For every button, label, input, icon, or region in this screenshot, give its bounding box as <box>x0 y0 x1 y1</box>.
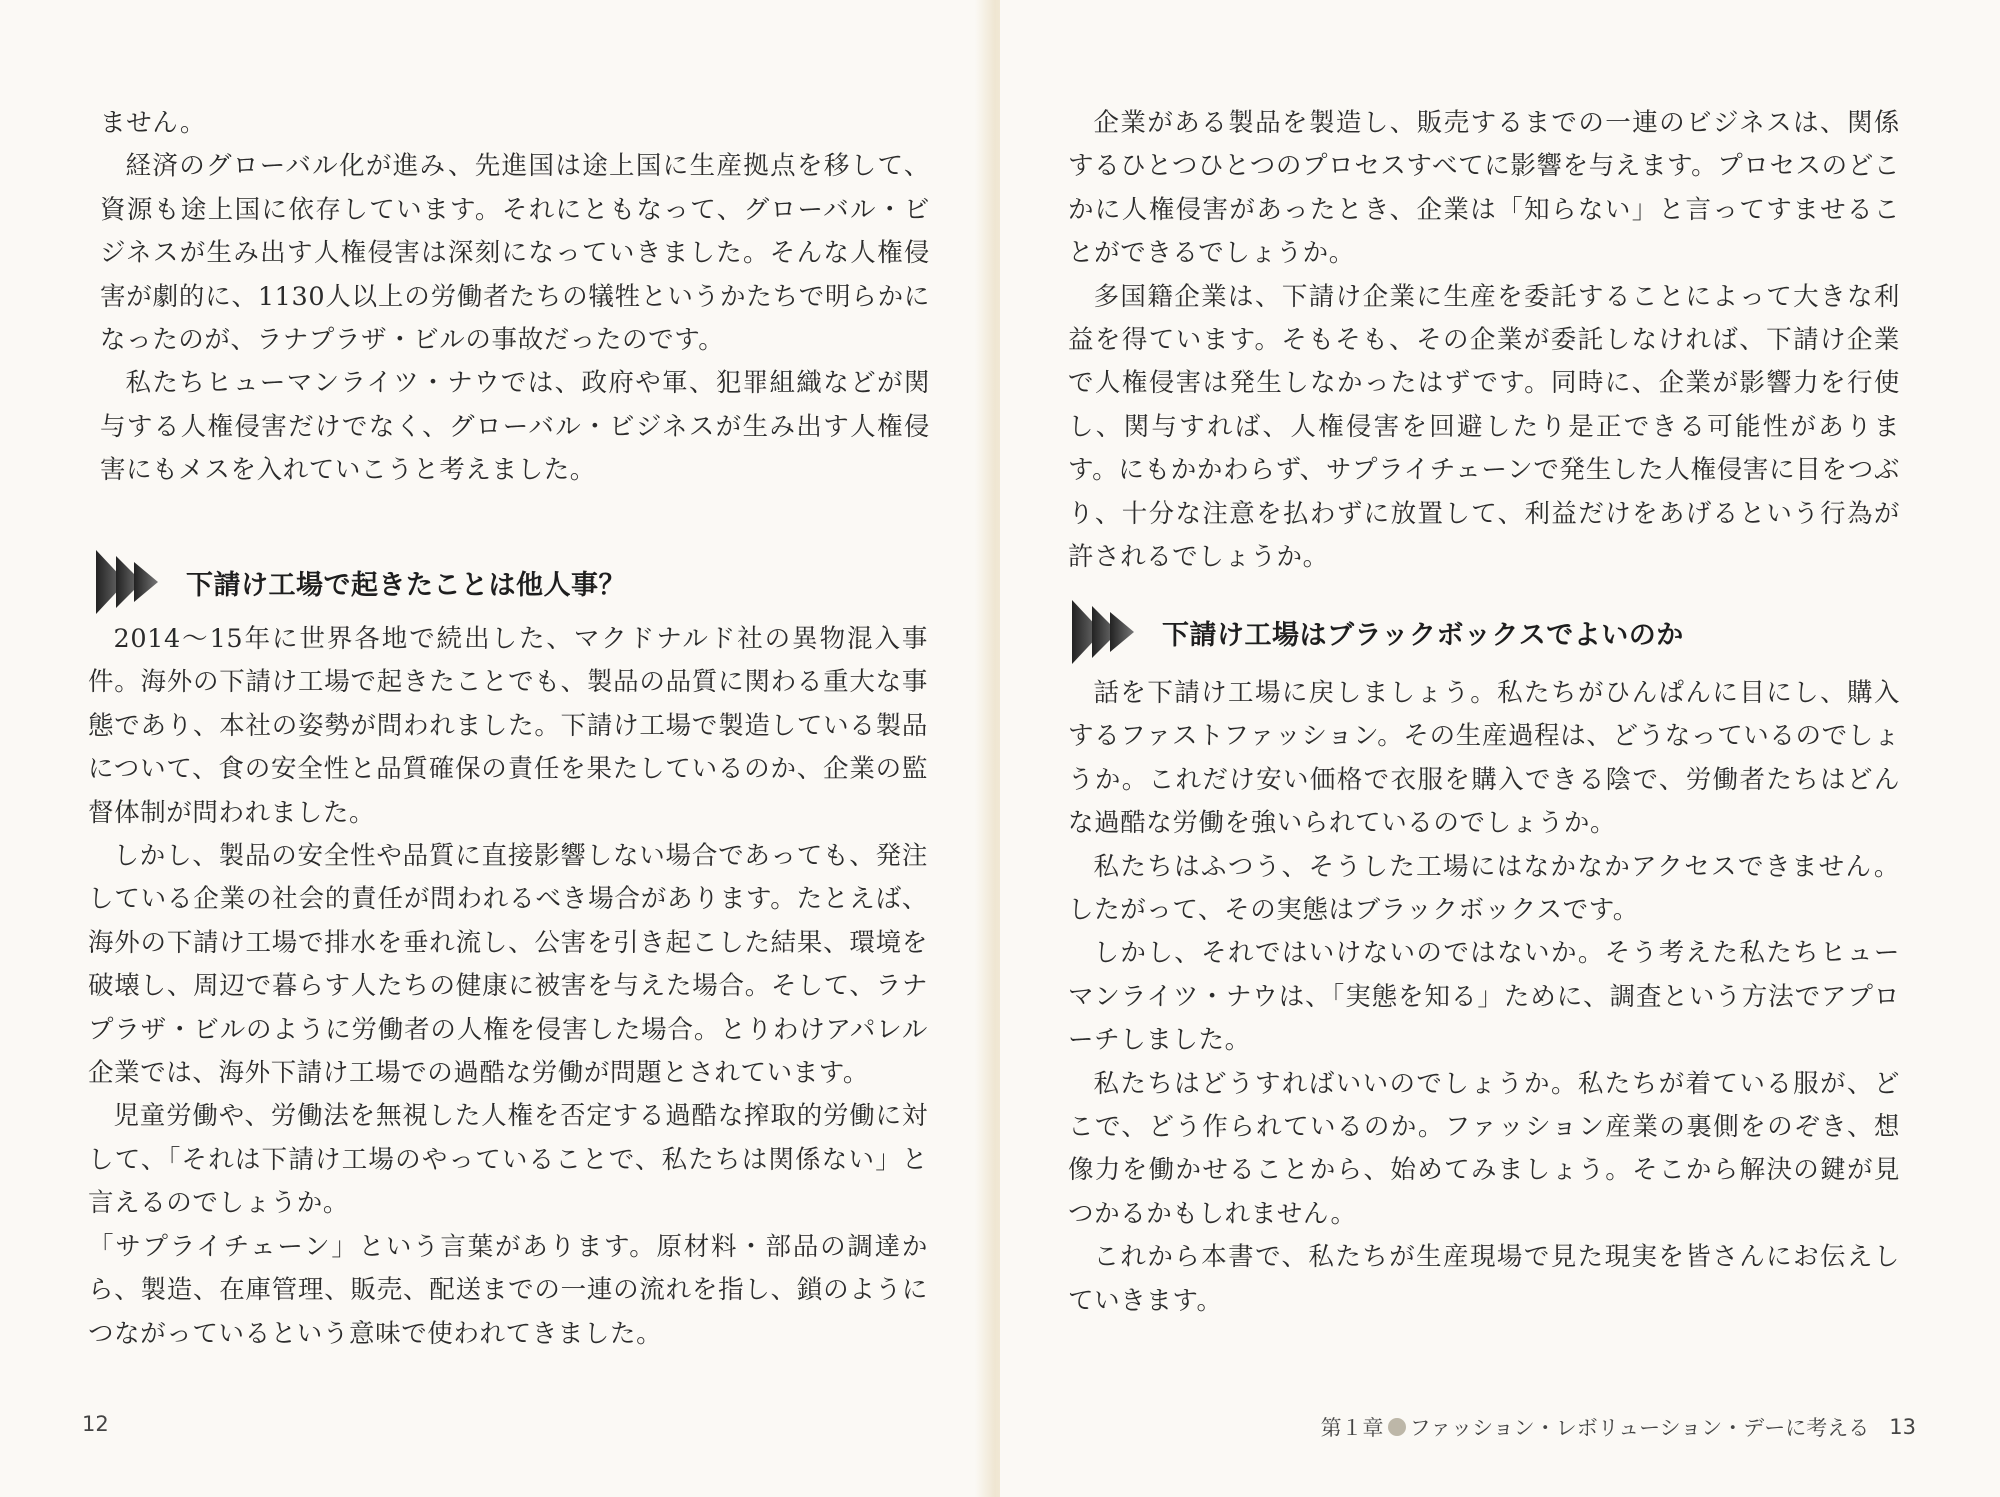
paragraph: 私たちはふつう、そうした工場にはなかなかアクセスできません。したがって、その実態はブラックボックスです。 <box>1068 851 1900 926</box>
heading-text: 下請け工場で起きたことは他人事？ <box>186 569 626 601</box>
paragraph: 企業がある製品を製造し、販売するまでの一連のビジネスは、関係するひとつひとつのプロセスすべてに影響を与えます。プロセスのどこかに人権侵害があったとき、企業は「知らない」と言ってすませることができるでしょうか。 <box>1068 108 1900 269</box>
paragraph: 2014～15年に世界各地で続出した、マクドナルド社の異物混入事件。海外の下請け工場で起きたことでも、製品の品質に関わる重大な事態であり、本社の姿勢が問われました。下請け工場で製造している製品について、食の安全性と品質確保の責任を果たしているのか、企業の監督体制が問われました。 <box>88 624 928 828</box>
left-section-text <box>88 618 928 1356</box>
section-heading-left <box>96 550 896 614</box>
paragraph: ません。 <box>100 108 206 138</box>
paragraph: 話を下請け工場に戻しましょう。私たちがひんぱんに目にし、購入するファストファッション。その生産過程は、どうなっているのでしょうか。これだけ安い価格で衣服を購入できる陰で、労働者たちはどんな過酷な労働を強いられているのでしょうか。 <box>1068 678 1900 839</box>
paragraph: しかし、それではいけないのではないか。そう考えた私たちヒューマンライツ・ナウは、「実態を知る」ために、調査という方法でアプローチしました。 <box>1068 938 1900 1056</box>
paragraph: 「サプライチェーン」という言葉があります。原材料・部品の調達から、製造、在庫管理、販売、配送までの一連の流れを指し、鎖のようにつながっているという意味で使われてきました。 <box>88 1231 928 1349</box>
left-top-text <box>100 102 930 493</box>
triple-arrow-icon <box>96 550 176 614</box>
heading-text: 下請け工場はブラックボックスでよいのか <box>1162 619 1684 651</box>
paragraph: 私たちヒューマンライツ・ナウでは、政府や軍、犯罪組織などが関与する人権侵害だけでなく、グローバル・ビジネスが生み出す人権侵害にもメスを入れていこうと考えました。 <box>100 368 930 486</box>
right-section-text <box>1068 672 1900 1323</box>
paragraph: 児童労働や、労働法を無視した人権を否定する過酷な搾取的労働に対して、「それは下請け工場のやっていることで、私たちは関係ない」と言えるのでしょうか。 <box>88 1101 928 1219</box>
page-number: 13 <box>1889 1415 1916 1439</box>
paragraph: 経済のグローバル化が進み、先進国は途上国に生産拠点を移して、資源も途上国に依存しています。それにともなって、グローバル・ビジネスが生み出す人権侵害は深刻になっていきました。そんな人権侵害が劇的に、1130人以上の労働者たちの犠牲というかたちで明らかになったのが、ラナプラザ・ビルの事故だったのです。 <box>100 151 930 356</box>
paragraph: これから本書で、私たちが生産現場で見た現実を皆さんにお伝えしていきます。 <box>1068 1242 1900 1316</box>
footer-chapter: 第１章 <box>1320 1416 1384 1440</box>
paragraph: しかし、製品の安全性や品質に直接影響しない場合であっても、発注している企業の社会的責任が問われるべき場合があります。たとえば、海外の下請け工場で排水を垂れ流し、公害を引き起こした結果、環境を破壊し、周辺で暮らす人たちの健康に被害を与えた場合。そして、ラナプラザ・ビルのように労働者の人権を侵害した場合。とりわけアパレル企業では、海外下請け工場での過酷な労働が問題とされています。 <box>88 841 928 1089</box>
running-footer <box>1321 1412 1916 1442</box>
page-number: 12 <box>82 1412 109 1436</box>
circle-icon <box>1388 1418 1406 1436</box>
left-page <box>0 0 990 1497</box>
paragraph: 多国籍企業は、下請け企業に生産を委託することによって大きな利益を得ています。そもそも、その企業が委託しなければ、下請け企業で人権侵害は発生しなかったはずです。同時に、企業が影響力を行使し、関与すれば、人権侵害を回避したり是正できる可能性があります。にもかかわらず、サプライチェーンで発生した人権侵害に目をつぶり、十分な注意を払わずに放置して、利益だけをあげるという行為が許されるでしょうか。 <box>1068 281 1900 573</box>
section-heading-right <box>1072 600 1872 664</box>
footer-title: ファッション・レボリューション・デーに考える <box>1409 1416 1870 1440</box>
right-top-text <box>1068 102 1900 579</box>
triple-arrow-icon <box>1072 600 1152 664</box>
paragraph: 私たちはどうすればいいのでしょうか。私たちが着ている服が、どこで、どう作られているのか。ファッション産業の裏側をのぞき、想像力を働かせることから、始めてみましょう。そこから解決の鍵が見つかるかもしれません。 <box>1068 1068 1900 1229</box>
